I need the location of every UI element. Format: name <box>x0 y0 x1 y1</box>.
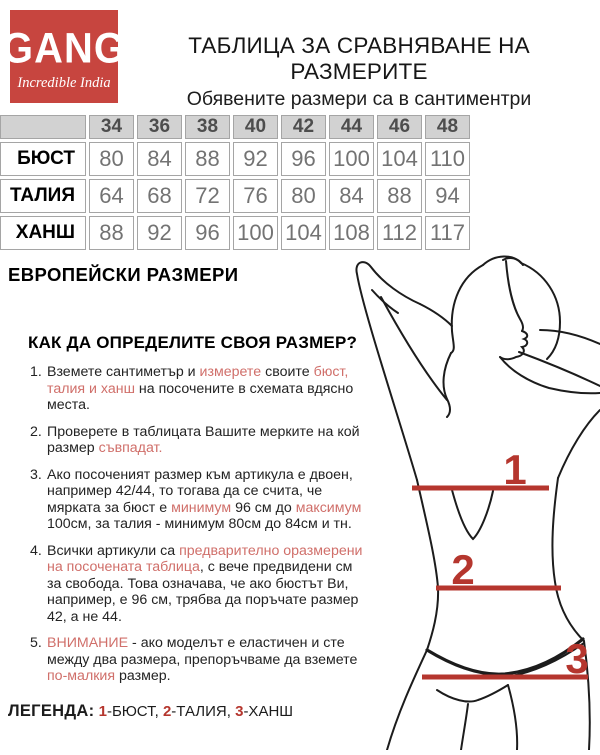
instruction-item <box>30 543 364 626</box>
size-value-cell: 100 <box>233 216 278 250</box>
instruction-text: Всички артикули са <box>47 542 180 559</box>
measure-label: БЮСТ <box>0 142 86 176</box>
size-value-cell: 110 <box>425 142 470 176</box>
body-outline-illustration <box>340 250 600 750</box>
highlighted-text: предварително оразмерени на посочената таблица <box>47 542 363 575</box>
instruction-text: своите <box>261 364 314 380</box>
header <box>118 33 600 111</box>
instruction-text: Вземете сантиметър и <box>47 364 200 380</box>
highlighted-text: максимум <box>295 499 362 516</box>
size-value-cell: 108 <box>329 216 374 250</box>
highlighted-text: ВНИМАНИЕ <box>47 635 129 651</box>
size-value-cell: 88 <box>377 179 422 213</box>
instruction-item <box>30 364 364 414</box>
size-col-header: 46 <box>377 115 422 139</box>
brand-logo <box>2 10 126 103</box>
instruction-number: 4. <box>30 542 42 559</box>
instruction-text: , с вече предвидени см за свобода. Това означава, че ако бюстът Ви, например, е 96 см, трябва да поръчате размер 42, а не 44. <box>47 559 359 625</box>
size-table-row <box>0 216 470 250</box>
legend-item-number: 2 <box>162 703 172 720</box>
legend-item-name: -ХАНШ <box>243 703 294 720</box>
size-value-cell: 92 <box>137 216 182 250</box>
instruction-item <box>30 635 364 685</box>
size-value-cell: 104 <box>281 216 326 250</box>
size-value-cell: 112 <box>377 216 422 250</box>
page-subtitle: Обявените размери са в сантиментри <box>186 88 532 110</box>
bust-marker-number: 1 <box>503 446 527 493</box>
highlighted-text: минимум <box>171 499 232 516</box>
instruction-text: Ако посоченият размер към артикула е двоен, например 42/44, то тогава да се счита, че мярката за бюст е <box>47 466 353 516</box>
size-value-cell: 94 <box>425 179 470 213</box>
instruction-text: - ако моделът е еластичен и сте между два размера, препоръчваме да вземете <box>47 635 358 668</box>
size-value-cell: 96 <box>185 216 230 250</box>
size-col-header: 38 <box>185 115 230 139</box>
instruction-text: 96 см до <box>231 499 296 516</box>
instruction-text: на посочените в схемата вдясно места. <box>47 380 354 413</box>
legend-label: ЛЕГЕНДА: <box>8 702 95 720</box>
size-col-header: 40 <box>233 115 278 139</box>
legend-item-name: -БЮСТ, <box>106 703 163 720</box>
instruction-number: 1. <box>30 364 42 380</box>
legend-item-name: -ТАЛИЯ, <box>171 703 236 720</box>
instruction-number: 2. <box>30 423 42 440</box>
highlighted-text: бюст, талия и ханш <box>47 364 349 397</box>
size-table-row <box>0 142 470 176</box>
size-value-cell: 117 <box>425 216 470 250</box>
size-value-cell: 88 <box>185 142 230 176</box>
highlighted-text: измерете <box>199 364 262 380</box>
size-value-cell: 84 <box>137 142 182 176</box>
measurement-figure <box>340 250 600 750</box>
highlighted-text: съвпадат. <box>98 440 163 456</box>
legend <box>8 702 293 721</box>
instructions-list <box>30 364 364 695</box>
instruction-text: размер. <box>115 668 171 684</box>
size-table-head <box>0 115 470 139</box>
size-col-header: 42 <box>281 115 326 139</box>
size-value-cell: 80 <box>89 142 134 176</box>
size-value-cell: 68 <box>137 179 182 213</box>
size-value-cell: 80 <box>281 179 326 213</box>
legend-items <box>99 703 293 720</box>
instruction-text: Проверете в таблицата Вашите мерките на кой размер <box>47 423 360 456</box>
how-to-heading: КАК ДА ОПРЕДЕЛИТЕ СВОЯ РАЗМЕР? <box>28 333 358 352</box>
size-value-cell: 84 <box>329 179 374 213</box>
european-sizes-heading: ЕВРОПЕЙСКИ РАЗМЕРИ <box>8 264 239 285</box>
size-table-corner <box>0 115 86 139</box>
instruction-number: 5. <box>30 635 42 651</box>
hip-marker-number: 3 <box>565 635 589 682</box>
size-table <box>0 112 473 253</box>
size-table-row <box>0 179 470 213</box>
highlighted-text: по-малкия <box>47 668 116 684</box>
legend-item-number: 3 <box>235 703 244 720</box>
instruction-item <box>30 424 364 457</box>
size-value-cell: 64 <box>89 179 134 213</box>
size-col-header: 44 <box>329 115 374 139</box>
size-col-header: 36 <box>137 115 182 139</box>
size-value-cell: 76 <box>233 179 278 213</box>
size-col-header: 34 <box>89 115 134 139</box>
brand-tagline: Incredible India <box>17 74 111 91</box>
size-table-header-row <box>0 115 470 139</box>
size-value-cell: 104 <box>377 142 422 176</box>
size-col-header: 48 <box>425 115 470 139</box>
waist-marker-number: 2 <box>451 546 475 593</box>
size-value-cell: 96 <box>281 142 326 176</box>
measure-label: ХАНШ <box>0 216 86 250</box>
size-table-body <box>0 142 470 250</box>
size-value-cell: 88 <box>89 216 134 250</box>
size-value-cell: 100 <box>329 142 374 176</box>
instruction-number: 3. <box>30 466 42 483</box>
measure-label: ТАЛИЯ <box>0 179 86 213</box>
size-value-cell: 92 <box>233 142 278 176</box>
instruction-item <box>30 467 364 533</box>
brand-name: GANG <box>2 24 126 73</box>
size-value-cell: 72 <box>185 179 230 213</box>
legend-item-number: 1 <box>98 703 107 720</box>
instruction-text: 100см, за талия - минимум 80см до 84см и тн. <box>47 516 352 532</box>
page-title: ТАБЛИЦА ЗА СРАВНЯВАНЕ НА РАЗМЕРИТЕ <box>188 33 530 84</box>
